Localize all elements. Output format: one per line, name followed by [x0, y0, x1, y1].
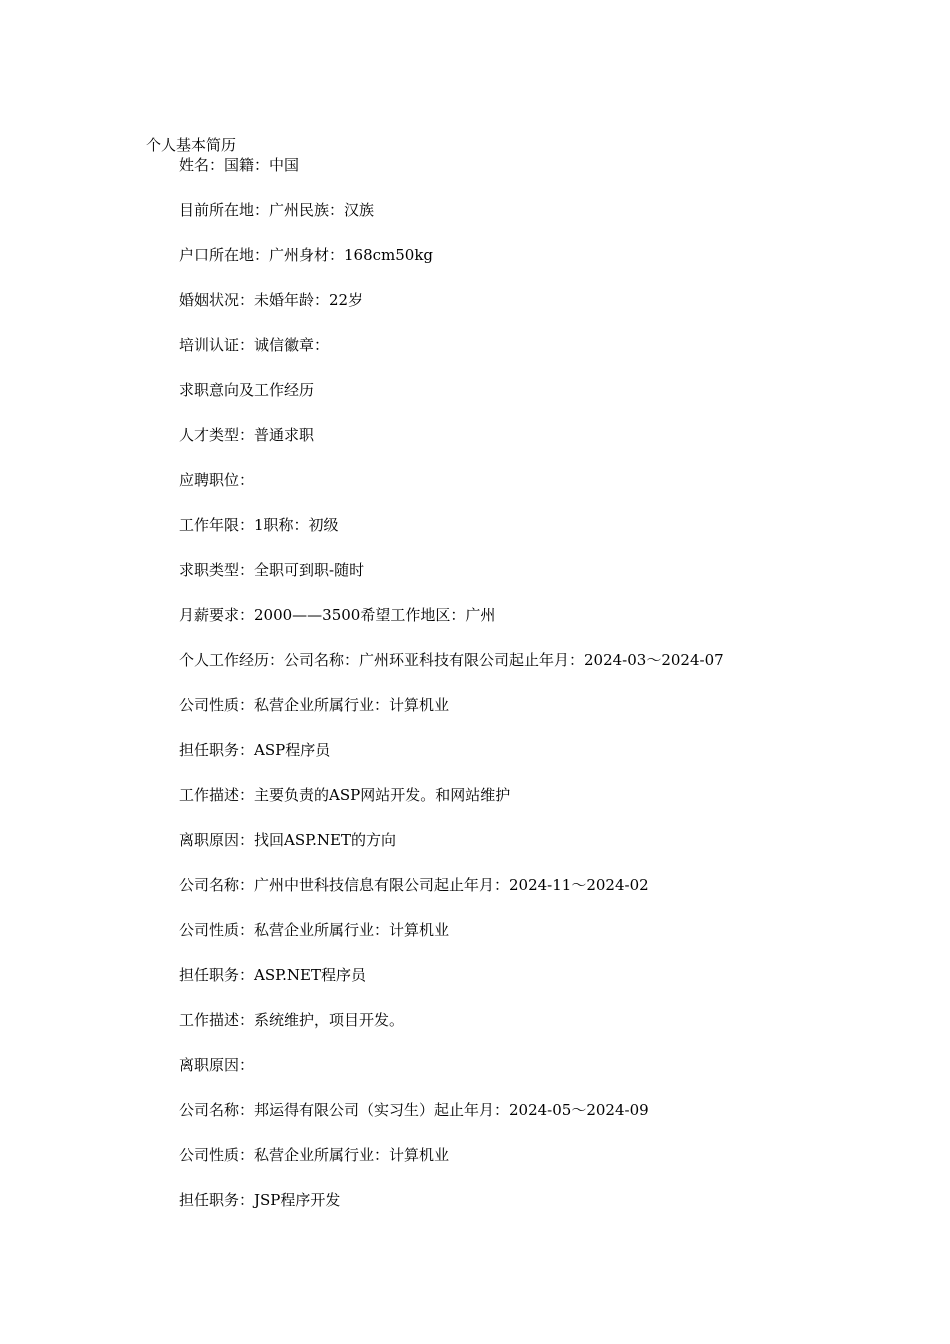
line-job-type: 求职类型：全职可到职-随时 — [179, 561, 365, 579]
line-company-3-role: 担任职务：JSP程序开发 — [179, 1191, 341, 1209]
line-company-1-nature: 公司性质：私营企业所属行业：计算机业 — [179, 696, 450, 714]
line-salary-region: 月薪要求：2000——3500希望工作地区：广州 — [179, 606, 496, 624]
line-talent-type: 人才类型：普通求职 — [179, 426, 315, 444]
line-name-nationality: 姓名：国籍：中国 — [179, 156, 300, 174]
line-company-2-leave-reason: 离职原因： — [179, 1056, 255, 1074]
line-years-title: 工作年限：1职称：初级 — [179, 516, 339, 534]
document-title: 个人基本简历 — [146, 136, 237, 154]
line-company-3: 公司名称：邦运得有限公司（实习生）起止年月：2024-05～2024-09 — [179, 1101, 649, 1119]
line-company-1-description: 工作描述：主要负责的ASP网站开发。和网站维护 — [179, 786, 511, 804]
line-company-1-role: 担任职务：ASP程序员 — [179, 741, 331, 759]
line-position: 应聘职位： — [179, 471, 255, 489]
line-company-2: 公司名称：广州中世科技信息有限公司起止年月：2024-11～2024-02 — [179, 876, 649, 894]
line-certification: 培训认证：诚信徽章： — [179, 336, 330, 354]
line-company-2-description: 工作描述：系统维护，项目开发。 — [179, 1011, 405, 1029]
line-marital-age: 婚姻状况：未婚年龄：22岁 — [179, 291, 364, 309]
line-company-2-role: 担任职务：ASP.NET程序员 — [179, 966, 367, 984]
line-company-2-nature: 公司性质：私营企业所属行业：计算机业 — [179, 921, 450, 939]
resume-body — [179, 155, 919, 1235]
line-company-3-nature: 公司性质：私营企业所属行业：计算机业 — [179, 1146, 450, 1164]
line-experience-company-1: 个人工作经历：公司名称：广州环亚科技有限公司起止年月：2024-03～2024-07 — [179, 651, 724, 669]
line-hukou-physique: 户口所在地：广州身材：168cm50kg — [179, 246, 434, 264]
section-heading-job-intent: 求职意向及工作经历 — [179, 381, 315, 399]
line-company-1-leave-reason: 离职原因：找回ASP.NET的方向 — [179, 831, 397, 849]
line-location-ethnicity: 目前所在地：广州民族：汉族 — [179, 201, 375, 219]
